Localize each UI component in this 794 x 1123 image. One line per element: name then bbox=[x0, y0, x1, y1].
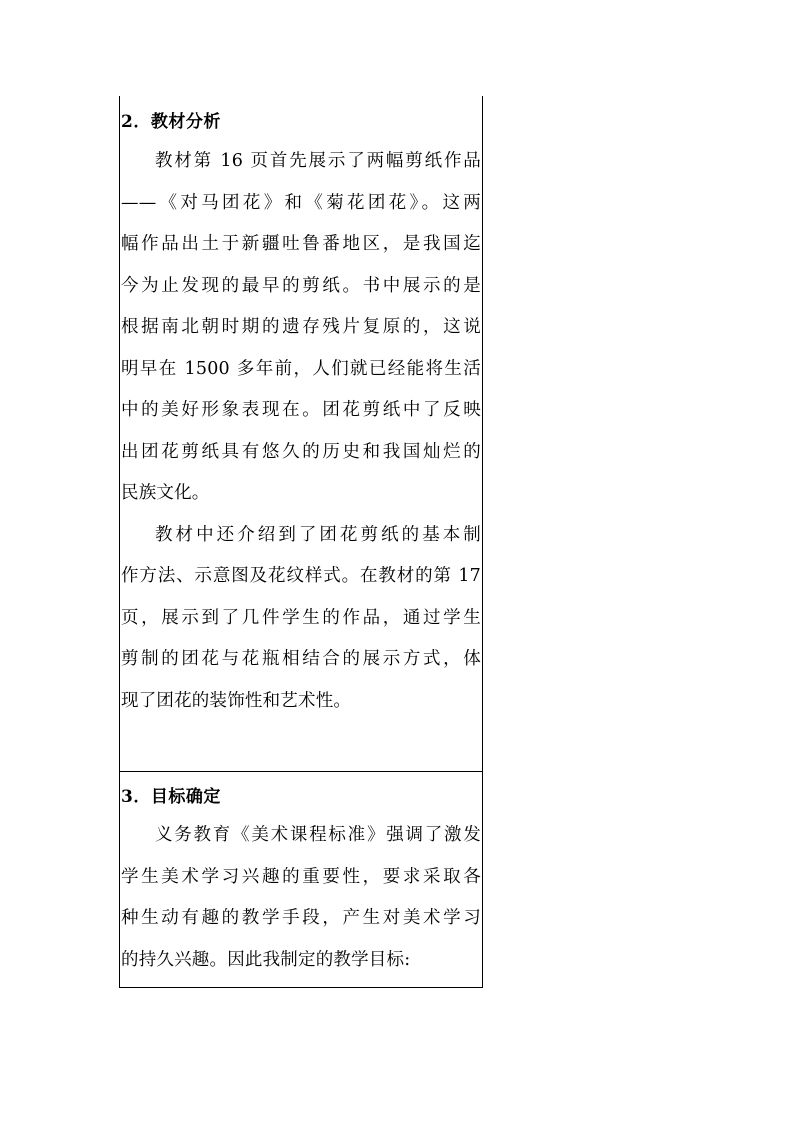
text-line: 明早在 1500 多年前，人们就已经能将生活 bbox=[121, 358, 481, 379]
section-heading-analysis: 2．教材分析 bbox=[121, 112, 221, 132]
table-cell-analysis bbox=[119, 96, 483, 772]
text-line: 教材中还介绍到了团花剪纸的基本制 bbox=[155, 524, 481, 545]
table-cell-goals bbox=[119, 772, 483, 988]
text-line: 民族文化。 bbox=[121, 483, 210, 503]
text-line: 种生动有趣的教学手段，产生对美术学习 bbox=[121, 908, 481, 928]
text-line: ——《对马团花》和《菊花团花》。这两 bbox=[121, 192, 481, 213]
text-line: 出团花剪纸具有悠久的历史和我国灿烂的 bbox=[121, 441, 481, 462]
text-line: 今为止发现的最早的剪纸。书中展示的是 bbox=[121, 275, 481, 296]
text-line: 页，展示到了几件学生的作品，通过学生 bbox=[121, 607, 481, 628]
text-line: 现了团花的装饰性和艺术性。 bbox=[121, 690, 352, 711]
text-line: 根据南北朝时期的遗存残片复原的，这说 bbox=[121, 317, 481, 337]
text-line: 作方法、示意图及花纹样式。在教材的第 17 bbox=[121, 566, 481, 586]
text-line: 剪制的团花与花瓶相结合的展示方式，体 bbox=[121, 649, 481, 669]
text-line: 学生美术学习兴趣的重要性，要求采取各 bbox=[121, 866, 481, 887]
paragraph-goals-1 bbox=[120, 815, 482, 981]
paragraph-analysis-1 bbox=[120, 141, 482, 515]
text-line: 的持久兴趣。因此我制定的教学目标: bbox=[121, 949, 411, 970]
text-line: 教材第 16 页首先展示了两幅剪纸作品 bbox=[155, 151, 481, 171]
paragraph-analysis-2 bbox=[120, 515, 482, 723]
text-line: 义务教育《美术课程标准》强调了激发 bbox=[155, 825, 481, 845]
text-line: 中的美好形象表现在。团花剪纸中了反映 bbox=[121, 400, 481, 420]
section-heading-goals: 3．目标确定 bbox=[121, 787, 221, 807]
text-line: 幅作品出土于新疆吐鲁番地区，是我国迄 bbox=[121, 234, 481, 254]
